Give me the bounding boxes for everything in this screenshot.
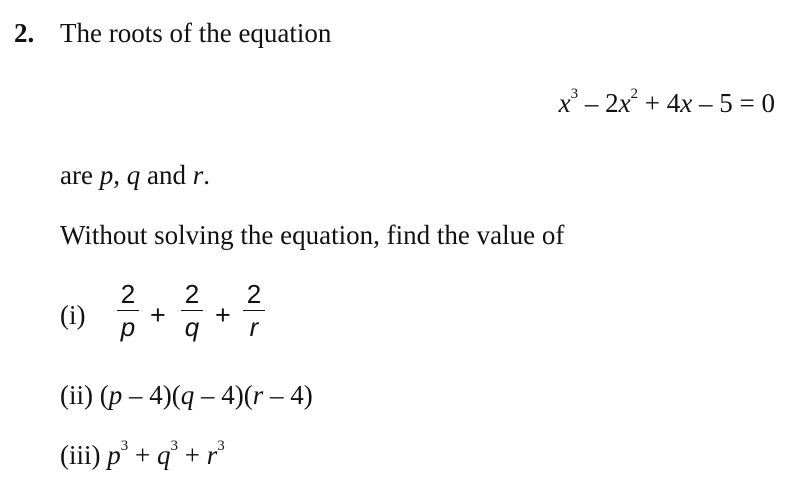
question-intro: The roots of the equation xyxy=(60,18,332,48)
fraction-2-denominator: q xyxy=(184,312,200,342)
cubic-equation xyxy=(559,88,775,119)
roots-statement-text: are p, q and r. xyxy=(60,160,210,190)
part-ii xyxy=(60,380,313,411)
part-iii-expression: $p^3 + q^3 + r^3$ xyxy=(107,438,225,470)
fraction-3 xyxy=(242,280,266,341)
part-ii-expression: (p – 4)(q – 4)(r – 4) xyxy=(99,380,313,410)
fraction-1-bar xyxy=(117,310,139,311)
part-iii-label: (iii) xyxy=(60,440,101,470)
cubic-equation-text: $x^3 - 2x^2 + 4x - 5 = 0$ xyxy=(558,86,775,118)
instruction-text: Without solving the equation, find the value of xyxy=(60,220,565,250)
roots-statement xyxy=(60,160,210,191)
part-iii xyxy=(60,440,225,471)
fraction-3-denominator: r xyxy=(249,312,259,342)
fraction-3-numerator: 2 xyxy=(246,279,262,309)
fraction-1 xyxy=(116,280,140,341)
part-ii-label: (ii) xyxy=(60,380,93,410)
part-i-label: (i) xyxy=(60,300,86,330)
plus-operator-2: + xyxy=(215,300,231,330)
fraction-2-numerator: 2 xyxy=(184,279,200,309)
fraction-2 xyxy=(180,280,204,341)
fraction-1-denominator: p xyxy=(120,312,136,342)
question-number: 2. xyxy=(14,18,35,48)
fraction-2-bar xyxy=(181,310,203,311)
fraction-3-bar xyxy=(243,310,265,311)
fraction-1-numerator: 2 xyxy=(120,279,136,309)
plus-operator-1: + xyxy=(150,300,166,330)
